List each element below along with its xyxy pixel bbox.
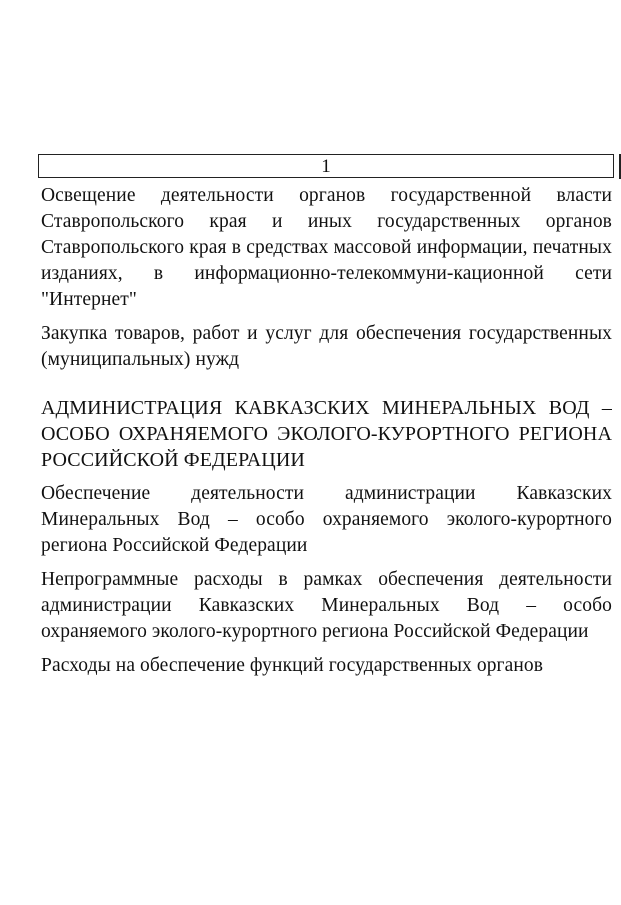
- document-body: [41, 183, 612, 687]
- paragraph-nonprogram-expenses: Непрограммные расходы в рамках обеспечения деятельности администрации Кавказских Минеральных Вод – особо охраняемого эколого-курортного региона Российской Федерации: [41, 569, 612, 642]
- column-number-label: 1: [321, 155, 331, 177]
- section-spacer: [41, 381, 612, 395]
- table-header-row: [38, 154, 614, 178]
- section-heading-kmv-administration: АДМИНИСТРАЦИЯ КАВКАЗСКИХ МИНЕРАЛЬНЫХ ВОД – ОСОБО ОХРАНЯЕМОГО ЭКОЛОГО-КУРОРТНОГО РЕГИОНА РОССИЙСКОЙ ФЕДЕРАЦИИ: [41, 397, 612, 471]
- paragraph-procurement: Закупка товаров, работ и услуг для обеспечения государственных (муниципальных) нужд: [41, 323, 612, 370]
- paragraph-government-functions: Расходы на обеспечение функций государственных органов: [41, 655, 544, 676]
- paragraph-media-coverage: Освещение деятельности органов государственной власти Ставропольского края и иных государственных органов Ставропольского края в средствах массовой информации, печатных изданиях, в информационно-телекоммуни-кационной сети "Интернет": [41, 185, 612, 310]
- paragraph-administration-support: Обеспечение деятельности администрации Кавказских Минеральных Вод – особо охраняемого эколого-курортного региона Российской Федерации: [41, 483, 612, 556]
